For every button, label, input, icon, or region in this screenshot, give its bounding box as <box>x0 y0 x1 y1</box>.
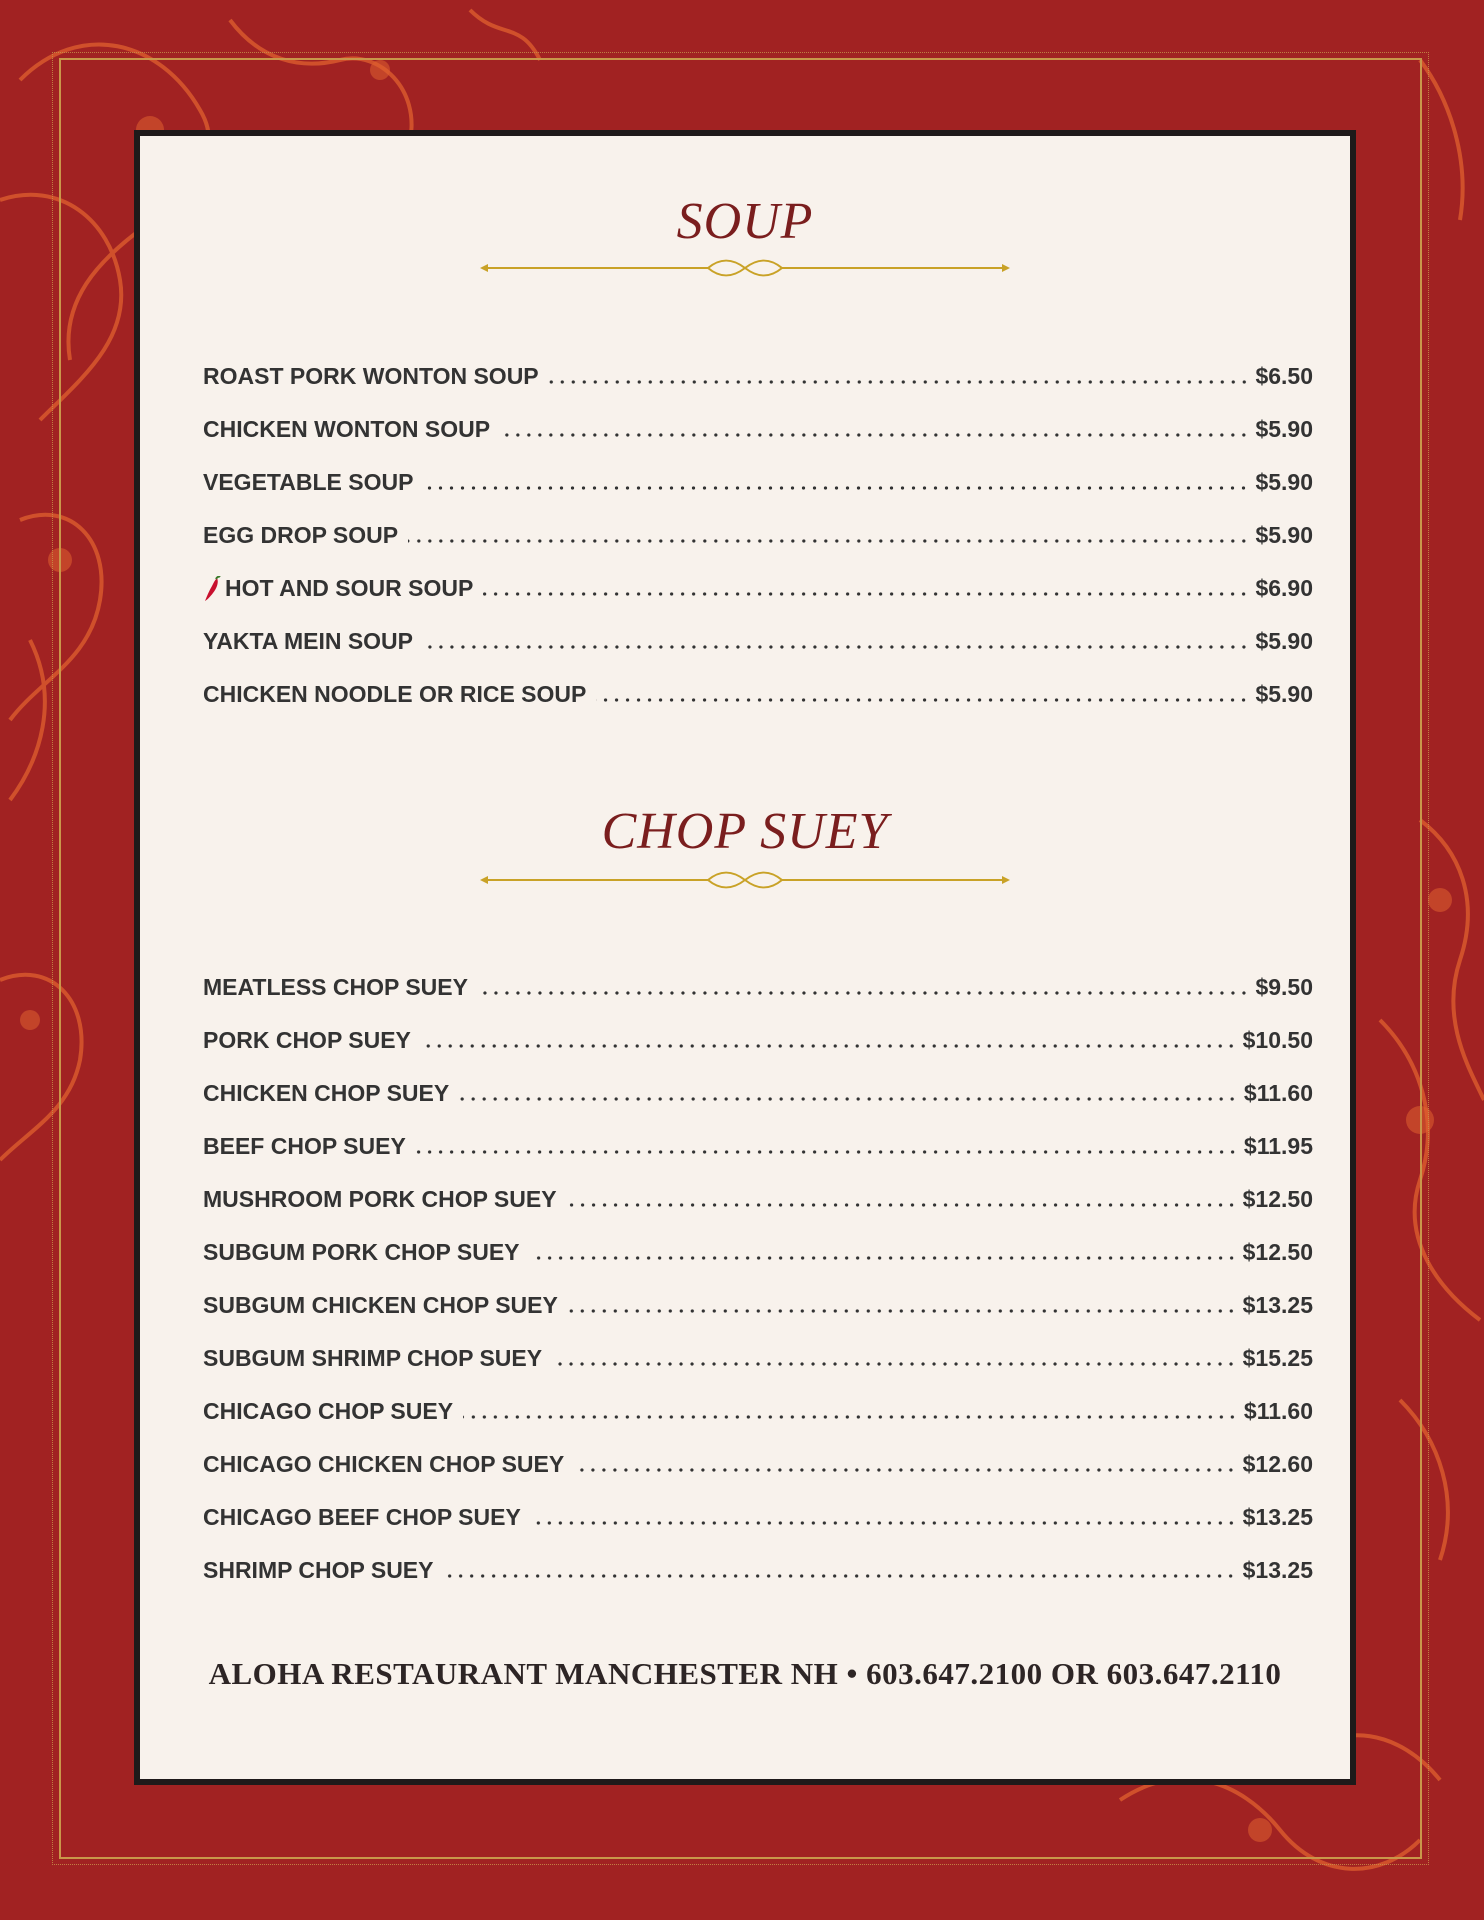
ornament-divider <box>480 868 1010 892</box>
dot-leader <box>574 1468 1236 1472</box>
dot-leader <box>530 1256 1237 1260</box>
menu-item-label: SUBGUM CHICKEN CHOP SUEY <box>203 1292 558 1318</box>
menu-item-price: $13.25 <box>1242 1557 1313 1583</box>
dot-leader <box>552 1362 1237 1366</box>
dot-leader <box>421 1044 1237 1048</box>
dot-leader <box>483 592 1249 596</box>
menu-item <box>203 1018 1313 1054</box>
menu-item <box>203 407 1313 443</box>
menu-item-price: $11.95 <box>1243 1133 1313 1159</box>
dot-leader <box>531 1521 1237 1525</box>
dot-leader <box>423 645 1249 649</box>
menu-item <box>203 513 1313 549</box>
chili-pepper-icon <box>203 576 221 602</box>
menu-item-name <box>203 628 413 655</box>
menu-item-price: $5.90 <box>1255 628 1313 654</box>
menu-item <box>203 1442 1313 1478</box>
menu-item-price: $13.25 <box>1242 1504 1313 1530</box>
menu-item-name <box>203 1133 406 1160</box>
menu-item-label: BEEF CHOP SUEY <box>203 1133 406 1159</box>
menu-item-label: SUBGUM SHRIMP CHOP SUEY <box>203 1345 543 1371</box>
menu-item <box>203 1124 1313 1160</box>
menu-item-label: YAKTA MEIN SOUP <box>203 628 414 654</box>
menu-item-price: $12.50 <box>1242 1186 1313 1212</box>
menu-item-price: $5.90 <box>1255 522 1313 548</box>
menu-item-price: $12.50 <box>1242 1239 1313 1265</box>
menu-item-price: $15.25 <box>1242 1345 1313 1371</box>
chop-suey-section-title: CHOP SUEY <box>601 803 889 860</box>
dot-leader <box>549 380 1250 384</box>
menu-item-name <box>203 1345 542 1372</box>
dot-leader <box>459 1097 1238 1101</box>
restaurant-footer: ALOHA RESTAURANT MANCHESTER NH • 603.647.2100 OR 603.647.2110 <box>208 1656 1282 1691</box>
menu-item-name <box>203 1080 449 1107</box>
menu-item-price: $12.60 <box>1242 1451 1313 1477</box>
menu-item-name <box>203 1451 564 1478</box>
menu-item-price: $6.90 <box>1255 575 1313 601</box>
menu-item <box>203 1177 1313 1213</box>
menu-item-name <box>203 1398 453 1425</box>
menu-item-name <box>203 575 473 602</box>
soup-section-title: SOUP <box>676 193 814 250</box>
menu-item-name <box>203 1027 411 1054</box>
dot-leader <box>416 1150 1238 1154</box>
menu-item-name <box>203 522 398 549</box>
menu-item <box>203 619 1313 655</box>
menu-item-label: CHICKEN CHOP SUEY <box>203 1080 450 1106</box>
menu-item-label: MUSHROOM PORK CHOP SUEY <box>203 1186 557 1212</box>
menu-item <box>203 1389 1313 1425</box>
menu-item-label: EGG DROP SOUP <box>203 522 399 548</box>
menu-item-name <box>203 1557 433 1584</box>
menu-item-label: HOT AND SOUR SOUP <box>225 575 474 601</box>
menu-item-name <box>203 1186 557 1213</box>
menu-item <box>203 1495 1313 1531</box>
dot-leader <box>408 539 1249 543</box>
dot-leader <box>423 486 1249 490</box>
menu-item-price: $9.50 <box>1255 974 1313 1000</box>
menu-item-label: PORK CHOP SUEY <box>203 1027 411 1053</box>
menu-item-label: CHICKEN NOODLE OR RICE SOUP <box>203 681 587 707</box>
menu-item-name <box>203 363 539 390</box>
menu-item-price: $5.90 <box>1255 681 1313 707</box>
menu-panel <box>134 130 1356 1785</box>
menu-item-label: VEGETABLE SOUP <box>203 469 414 495</box>
menu-item <box>203 1283 1313 1319</box>
menu-item-name <box>203 1292 558 1319</box>
menu-item-name <box>203 681 586 708</box>
menu-item-price: $5.90 <box>1255 416 1313 442</box>
ornament-divider <box>480 256 1010 280</box>
dot-leader <box>478 991 1249 995</box>
menu-item <box>203 1548 1313 1584</box>
menu-item-price: $13.25 <box>1242 1292 1313 1318</box>
menu-item <box>203 460 1313 496</box>
menu-item-name <box>203 1504 521 1531</box>
dot-leader <box>443 1574 1236 1578</box>
dot-leader <box>463 1415 1238 1419</box>
menu-item <box>203 1071 1313 1107</box>
menu-item <box>203 1336 1313 1372</box>
menu-item-name <box>203 974 468 1001</box>
dot-leader <box>500 433 1249 437</box>
menu-item-price: $5.90 <box>1255 469 1313 495</box>
menu-item <box>203 1230 1313 1266</box>
menu-item-name <box>203 469 413 496</box>
menu-item-label: CHICAGO BEEF CHOP SUEY <box>203 1504 521 1530</box>
dot-leader <box>596 698 1249 702</box>
menu-item-label: ROAST PORK WONTON SOUP <box>203 363 539 389</box>
menu-item-label: CHICKEN WONTON SOUP <box>203 416 491 442</box>
menu-item <box>203 354 1313 390</box>
menu-item-label: CHICAGO CHICKEN CHOP SUEY <box>203 1451 565 1477</box>
menu-item <box>203 965 1313 1001</box>
dot-leader <box>568 1309 1237 1313</box>
menu-item-label: SUBGUM PORK CHOP SUEY <box>203 1239 520 1265</box>
menu-item-label: MEATLESS CHOP SUEY <box>203 974 468 1000</box>
menu-item-label: SHRIMP CHOP SUEY <box>203 1557 434 1583</box>
menu-item-name <box>203 416 490 443</box>
menu-item-name <box>203 1239 520 1266</box>
menu-item-price: $11.60 <box>1243 1080 1313 1106</box>
dot-leader <box>567 1203 1237 1207</box>
menu-item-price: $6.50 <box>1255 363 1313 389</box>
menu-item-price: $10.50 <box>1242 1027 1313 1053</box>
menu-item <box>203 566 1313 602</box>
menu-item <box>203 672 1313 708</box>
menu-item-label: CHICAGO CHOP SUEY <box>203 1398 454 1424</box>
menu-item-price: $11.60 <box>1243 1398 1313 1424</box>
